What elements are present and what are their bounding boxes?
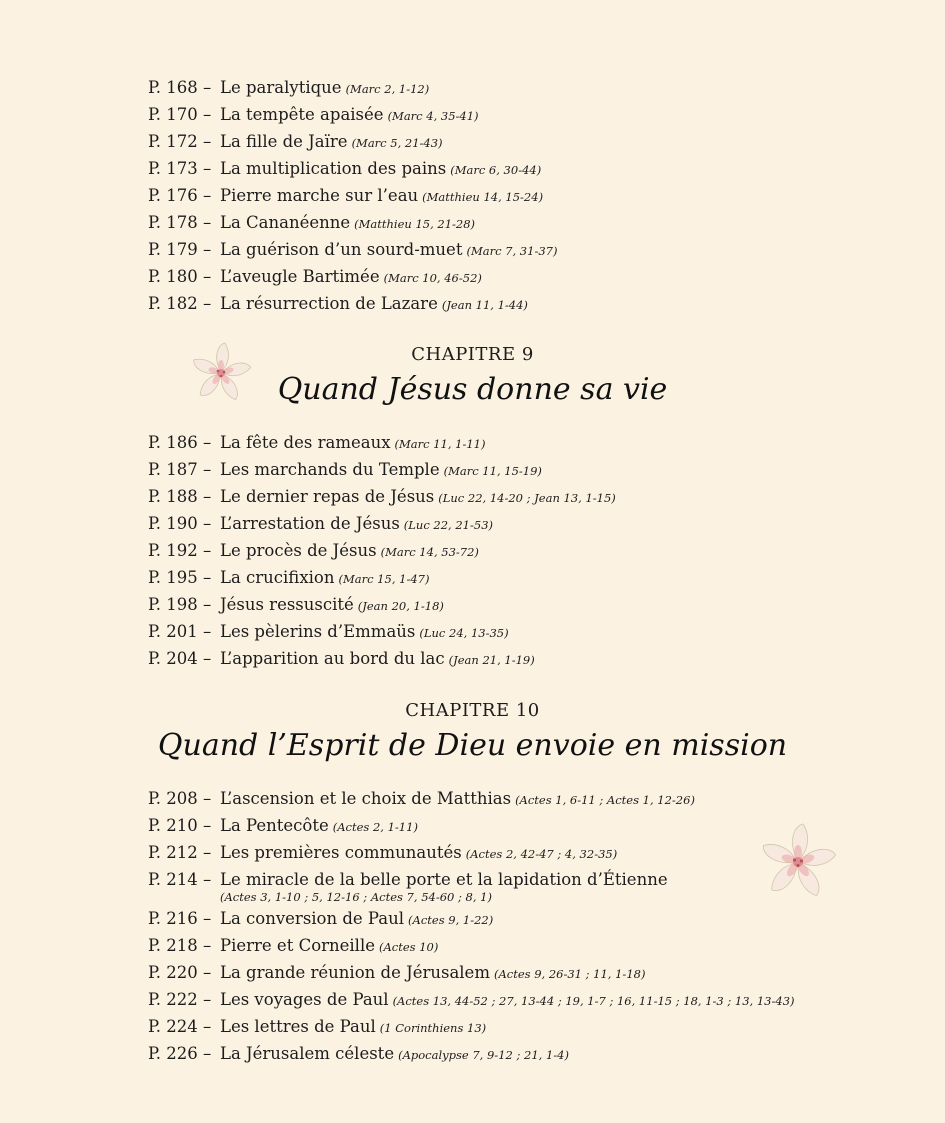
entry-bible-reference: (Jean 20, 1-18)	[357, 599, 444, 613]
entry-bible-reference: (Marc 4, 35-41)	[387, 109, 479, 123]
entry-bible-reference: (Marc 14, 53-72)	[380, 545, 479, 559]
toc-entry	[148, 867, 795, 906]
entry-bible-reference: (Luc 24, 13-35)	[419, 626, 509, 640]
toc-entry	[148, 237, 557, 264]
entry-page-number: P. 178 –	[148, 213, 212, 232]
entry-title: Les lettres de Paul	[220, 1017, 376, 1036]
entry-bible-reference: (Marc 11, 1-11)	[394, 437, 486, 451]
chapter-title: Quand Jésus donne sa vie	[277, 372, 668, 407]
toc-entry	[148, 102, 557, 129]
entry-title: Jésus ressuscité	[220, 595, 354, 614]
entry-title: Les marchands du Temple	[220, 460, 440, 479]
chapter-10-heading	[0, 700, 945, 766]
entry-title: La fête des rameaux	[220, 433, 391, 452]
entry-title: La crucifixion	[220, 568, 335, 587]
entry-page-number: P. 212 –	[148, 843, 212, 862]
entry-bible-reference: (Actes 2, 1-11)	[332, 820, 418, 834]
entry-bible-reference: (Marc 6, 30-44)	[450, 163, 542, 177]
entry-bible-reference: (Actes 1, 6-11 ; Actes 1, 12-26)	[515, 793, 695, 807]
entry-bible-reference: (Matthieu 15, 21-28)	[354, 217, 476, 231]
entry-page-number: P. 192 –	[148, 541, 212, 560]
chapter-title: Quand l’Esprit de Dieu envoie en mission	[157, 728, 788, 763]
entry-title: Le miracle de la belle porte et la lapidation d’Étienne	[220, 870, 668, 889]
entry-page-number: P. 198 –	[148, 595, 212, 614]
toc-list-chapter-10	[148, 786, 795, 1068]
toc-entry	[148, 210, 557, 237]
entry-page-number: P. 187 –	[148, 460, 212, 479]
toc-entry	[148, 565, 616, 592]
entry-bible-reference: (Jean 21, 1-19)	[448, 653, 535, 667]
chapter-label: CHAPITRE 10	[405, 700, 540, 721]
entry-title: La résurrection de Lazare	[220, 294, 438, 313]
toc-entry	[148, 592, 616, 619]
toc-entry	[148, 457, 616, 484]
toc-list-top	[148, 75, 557, 318]
toc-entry	[148, 840, 795, 867]
entry-page-number: P. 172 –	[148, 132, 212, 151]
entry-title: Le paralytique	[220, 78, 342, 97]
toc-entry	[148, 906, 795, 933]
entry-bible-reference: (Marc 10, 46-52)	[383, 271, 482, 285]
entry-page-number: P. 195 –	[148, 568, 212, 587]
toc-entry	[148, 264, 557, 291]
toc-entry	[148, 987, 795, 1014]
entry-page-number: P. 204 –	[148, 649, 212, 668]
entry-page-number: P. 201 –	[148, 622, 212, 641]
entry-title: La fille de Jaïre	[220, 132, 348, 151]
chapter-label: CHAPITRE 9	[411, 344, 534, 365]
entry-page-number: P. 168 –	[148, 78, 212, 97]
entry-bible-reference: (Jean 11, 1-44)	[441, 298, 528, 312]
toc-entry	[148, 129, 557, 156]
toc-entry	[148, 646, 616, 673]
entry-page-number: P. 170 –	[148, 105, 212, 124]
entry-title: La tempête apaisée	[220, 105, 384, 124]
entry-title: L’arrestation de Jésus	[220, 514, 400, 533]
entry-page-number: P. 190 –	[148, 514, 212, 533]
entry-bible-reference: (Marc 2, 1-12)	[345, 82, 430, 96]
entry-page-number: P. 208 –	[148, 789, 212, 808]
entry-page-number: P. 186 –	[148, 433, 212, 452]
entry-page-number: P. 179 –	[148, 240, 212, 259]
entry-bible-reference: (Marc 15, 1-47)	[338, 572, 430, 586]
entry-title: L’aveugle Bartimée	[220, 267, 380, 286]
toc-entry	[148, 786, 795, 813]
entry-page-number: P. 173 –	[148, 159, 212, 178]
entry-title: Les pèlerins d’Emmaüs	[220, 622, 416, 641]
toc-entry	[148, 960, 795, 987]
entry-page-number: P. 224 –	[148, 1017, 212, 1036]
toc-entry	[148, 619, 616, 646]
entry-title: La multiplication des pains	[220, 159, 447, 178]
toc-entry	[148, 1041, 795, 1068]
entry-page-number: P. 216 –	[148, 909, 212, 928]
toc-entry	[148, 813, 795, 840]
entry-bible-reference: (Actes 10)	[379, 940, 439, 954]
entry-bible-reference: (Marc 11, 15-19)	[443, 464, 542, 478]
toc-entry	[148, 484, 616, 511]
entry-title: Le dernier repas de Jésus	[220, 487, 435, 506]
toc-list-chapter-9	[148, 430, 616, 673]
toc-entry	[148, 291, 557, 318]
entry-page-number: P. 214 –	[148, 870, 212, 889]
entry-page-number: P. 210 –	[148, 816, 212, 835]
entry-title: La Cananéenne	[220, 213, 351, 232]
entry-title: L’apparition au bord du lac	[220, 649, 445, 668]
entry-title: La grande réunion de Jérusalem	[220, 963, 490, 982]
entry-title: Les voyages de Paul	[220, 990, 389, 1009]
entry-bible-reference: (Actes 2, 42-47 ; 4, 32-35)	[465, 847, 618, 861]
toc-entry	[148, 156, 557, 183]
entry-title: Le procès de Jésus	[220, 541, 377, 560]
entry-bible-reference: (Luc 22, 21-53)	[403, 518, 494, 532]
entry-bible-reference: (Luc 22, 14-20 ; Jean 13, 1-15)	[438, 491, 616, 505]
flower-icon	[756, 820, 840, 908]
toc-entry	[148, 430, 616, 457]
entry-page-number: P. 176 –	[148, 186, 212, 205]
entry-bible-reference: (Apocalypse 7, 9-12 ; 21, 1-4)	[398, 1048, 569, 1062]
entry-page-number: P. 220 –	[148, 963, 212, 982]
entry-title: La Pentecôte	[220, 816, 329, 835]
entry-bible-reference: (Actes 9, 1-22)	[408, 913, 494, 927]
toc-entry	[148, 511, 616, 538]
entry-bible-reference: (Marc 5, 21-43)	[351, 136, 443, 150]
entry-title: La guérison d’un sourd-muet	[220, 240, 463, 259]
entry-bible-reference: (Actes 13, 44-52 ; 27, 13-44 ; 19, 1-7 ; 16, 11-15 ; 18, 1-3 ; 13, 13-43)	[392, 994, 795, 1008]
entry-title: Pierre marche sur l’eau	[220, 186, 419, 205]
entry-page-number: P. 180 –	[148, 267, 212, 286]
entry-title: La conversion de Paul	[220, 909, 405, 928]
entry-title: Pierre et Corneille	[220, 936, 376, 955]
toc-entry	[148, 75, 557, 102]
entry-bible-reference: (Marc 7, 31-37)	[466, 244, 558, 258]
entry-page-number: P. 182 –	[148, 294, 212, 313]
toc-entry	[148, 183, 557, 210]
entry-page-number: P. 218 –	[148, 936, 212, 955]
chapter-9-heading	[0, 344, 945, 410]
toc-entry	[148, 538, 616, 565]
toc-entry	[148, 933, 795, 960]
entry-bible-reference: (Actes 3, 1-10 ; 5, 12-16 ; Actes 7, 54-60 ; 8, 1)	[220, 890, 492, 904]
entry-title: L’ascension et le choix de Matthias	[220, 789, 512, 808]
entry-page-number: P. 188 –	[148, 487, 212, 506]
entry-bible-reference: (Actes 9, 26-31 ; 11, 1-18)	[493, 967, 646, 981]
toc-entry	[148, 1014, 795, 1041]
entry-title: La Jérusalem céleste	[220, 1044, 395, 1063]
entry-page-number: P. 226 –	[148, 1044, 212, 1063]
entry-title: Les premières communautés	[220, 843, 462, 862]
entry-bible-reference: (1 Corinthiens 13)	[379, 1021, 487, 1035]
entry-bible-reference: (Matthieu 14, 15-24)	[422, 190, 544, 204]
entry-page-number: P. 222 –	[148, 990, 212, 1009]
